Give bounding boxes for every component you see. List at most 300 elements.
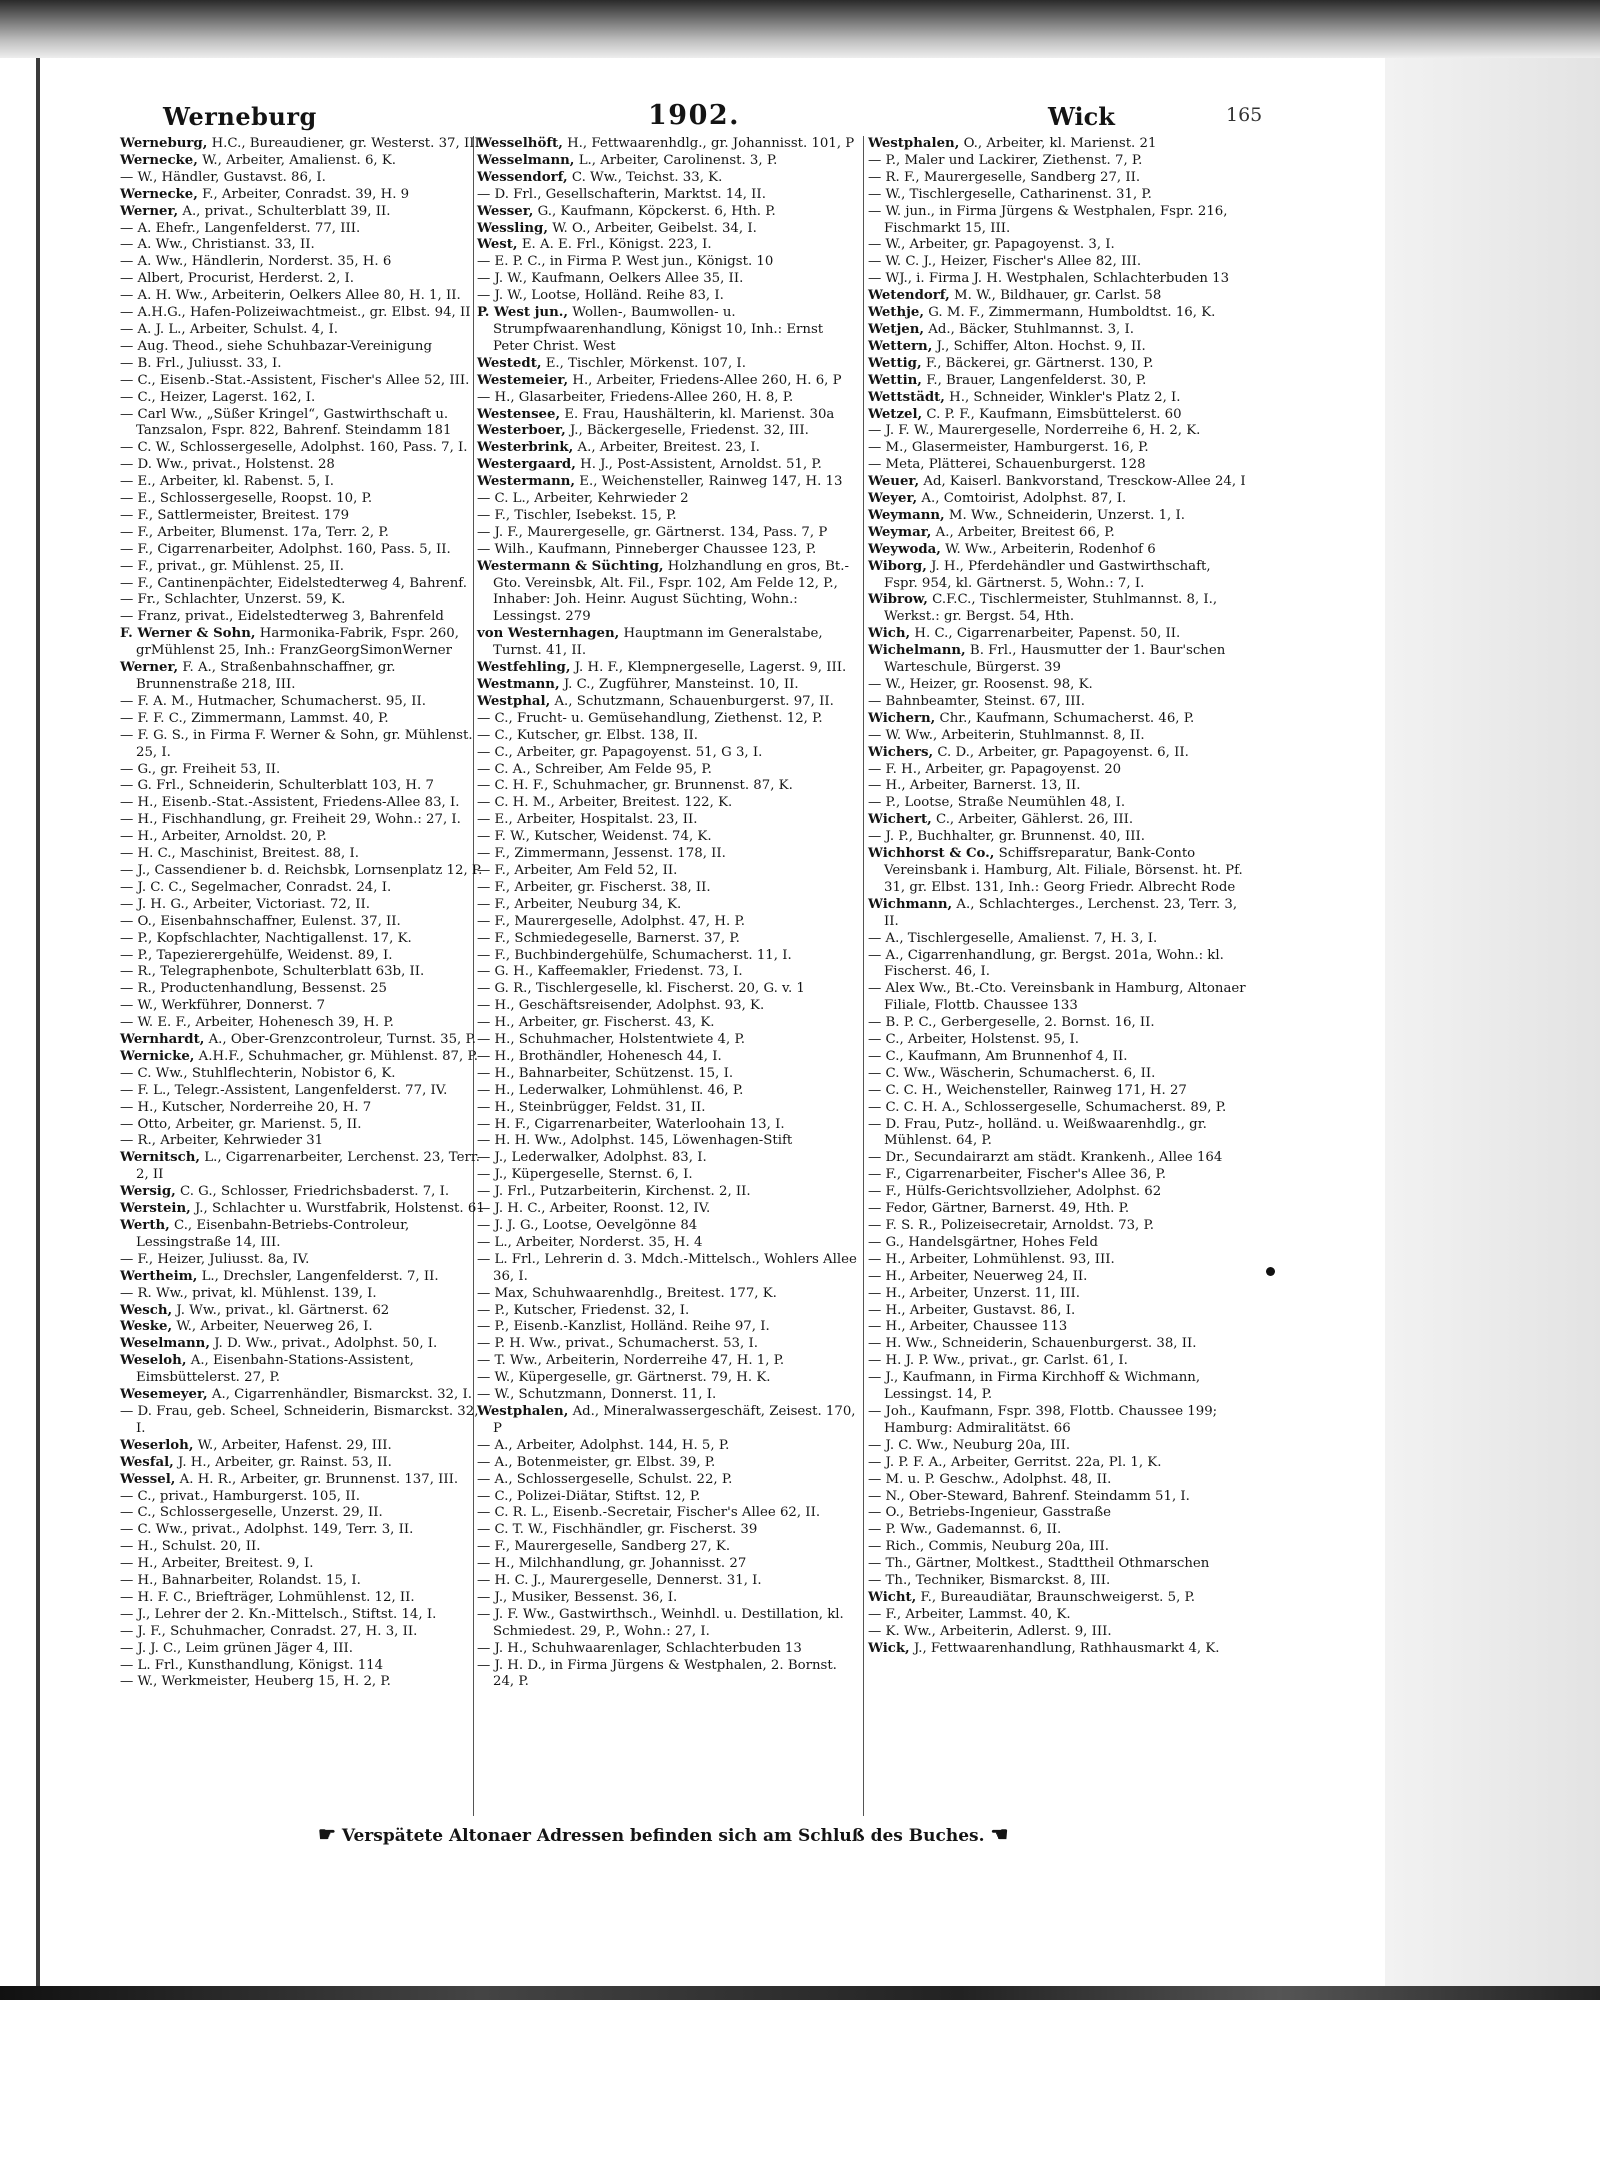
directory-entry [477, 288, 857, 305]
entry-surname: Wicht, [868, 1589, 917, 1605]
directory-entry [120, 136, 490, 153]
entry-details: — H., Arbeiter, Unzerst. 11, III. [868, 1285, 1080, 1301]
directory-entry [477, 1556, 857, 1573]
entry-details: — F., Buchbindergehülfe, Schumacherst. 11, I. [477, 947, 792, 963]
entry-details: — P. H. Ww., privat., Schumacherst. 53, I. [477, 1336, 758, 1352]
entry-details: — A. Ww., Christianst. 33, II. [120, 237, 315, 253]
entry-details: — E., Schlossergeselle, Roopst. 10, P. [120, 491, 373, 507]
entry-details: — H., Bahnarbeiter, Schützenst. 15, I. [477, 1065, 734, 1081]
entry-details: — H., Kutscher, Norderreihe 20, H. 7 [120, 1099, 372, 1115]
directory-entry [120, 1353, 490, 1387]
entry-details: — H. H. Ww., Adolphst. 145, Löwenhagen-Stift [477, 1133, 793, 1149]
directory-entry [868, 407, 1246, 424]
entry-details: F., Bureaudiätar, Braunschweigerst. 5, P. [920, 1589, 1195, 1605]
directory-entry [120, 1049, 490, 1066]
directory-entry [868, 440, 1246, 457]
entry-details: — J. F., Maurergeselle, gr. Gärtnerst. 134, Pass. 7, P [477, 524, 828, 540]
entry-surname: Weuer, [868, 474, 920, 490]
entry-details: — C., Schlossergeselle, Unzerst. 29, II. [120, 1505, 383, 1521]
entry-details: J., Schlachter u. Wurstfabrik, Holstenst. 61 [194, 1201, 485, 1217]
directory-entry [477, 1235, 857, 1252]
entry-details: — F., Heizer, Juliusst. 8a, IV. [120, 1251, 310, 1267]
entry-details: M. W., Bildhauer, gr. Carlst. 58 [954, 288, 1162, 304]
entry-details: A., Cigarrenhändler, Bismarckst. 32, I. [211, 1387, 472, 1403]
entry-details: — P. Ww., Gademannst. 6, II. [868, 1522, 1062, 1538]
directory-entry [477, 170, 857, 187]
entry-details: — J. Frl., Putzarbeiterin, Kirchenst. 2, II. [477, 1184, 751, 1200]
entry-details: — Wilh., Kaufmann, Pinneberger Chaussee 123, P. [477, 541, 817, 557]
entry-surname: Weymann, [868, 507, 945, 523]
entry-details: — C., Eisenb.-Stat.-Assistent, Fischer's Allee 52, III. [120, 372, 470, 388]
entry-details: O., Arbeiter, kl. Marienst. 21 [963, 136, 1157, 151]
directory-entry [868, 1607, 1246, 1624]
directory-entry [477, 559, 857, 627]
directory-entry [120, 660, 490, 694]
directory-entry [120, 440, 490, 457]
entry-details: G., Kaufmann, Köpckerst. 6, Hth. P. [537, 203, 776, 219]
entry-details: — H., Arbeiter, Chaussee 113 [868, 1319, 1068, 1335]
header-first-name: Werneburg [163, 102, 317, 131]
directory-entry [868, 136, 1246, 153]
directory-entry [868, 1522, 1246, 1539]
directory-entry [120, 1556, 490, 1573]
entry-details: W., Arbeiter, Hafenst. 29, III. [197, 1437, 392, 1453]
entry-details: — A., Schlossergeselle, Schulst. 22, P. [477, 1471, 733, 1487]
entry-details: H., Arbeiter, Friedens-Allee 260, H. 6, P [572, 372, 842, 388]
entry-details: — H., Steinbrügger, Feldst. 31, II. [477, 1099, 706, 1115]
entry-details: — F., Cigarrenarbeiter, Fischer's Allee 36, P. [868, 1167, 1167, 1183]
directory-entry [868, 677, 1246, 694]
entry-details: — H., Arbeiter, Arnoldst. 20, P. [120, 829, 327, 845]
directory-entry [120, 1455, 490, 1472]
entry-details: — C., Polizei-Diätar, Stiftst. 12, P. [477, 1488, 701, 1504]
directory-entry [868, 153, 1246, 170]
entry-surname: Wichers, [868, 744, 934, 760]
entry-details: — J., Lederwalker, Adolphst. 83, I. [477, 1150, 707, 1166]
directory-entry [120, 914, 490, 931]
directory-entry [477, 711, 857, 728]
entry-details: A.H.F., Schuhmacher, gr. Mühlenst. 87, P. [198, 1048, 478, 1064]
directory-entry [868, 187, 1246, 204]
entry-details: — P., Kutscher, Friedenst. 32, I. [477, 1302, 690, 1318]
directory-entry [868, 237, 1246, 254]
directory-entry [477, 1573, 857, 1590]
directory-entry [120, 339, 490, 356]
directory-entry [477, 491, 857, 508]
directory-entry [868, 1303, 1246, 1320]
directory-entry [868, 356, 1246, 373]
directory-entry [477, 1522, 857, 1539]
entry-details: — J., Lehrer der 2. Kn.-Mittelsch., Stiftst. 14, I. [120, 1606, 437, 1622]
directory-entry [120, 254, 490, 271]
entry-details: C., Eisenbahn-Betriebs-Controleur, Lessingstraße 14, III. [136, 1218, 410, 1250]
directory-entry [477, 187, 857, 204]
entry-surname: Weserloh, [120, 1437, 194, 1453]
entry-details: — W., Werkführer, Donnerst. 7 [120, 998, 326, 1014]
entry-details: — W. E. F., Arbeiter, Hohenesch 39, H. P. [120, 1015, 394, 1031]
entry-details: C. Ww., Teichst. 33, K. [571, 169, 723, 185]
entry-details: H., Schneider, Winkler's Platz 2, I. [949, 389, 1181, 405]
entry-details: — C. T. W., Fischhändler, gr. Fischerst. 39 [477, 1522, 758, 1538]
directory-entry [868, 1505, 1246, 1522]
pointing-hand-icon: ☚ [990, 1822, 1009, 1846]
directory-entry [120, 592, 490, 609]
entry-surname: F. Werner & Sohn, [120, 626, 256, 642]
directory-entry [477, 153, 857, 170]
entry-surname: Werstein, [120, 1201, 191, 1217]
directory-entry [120, 1387, 490, 1404]
directory-entry [120, 373, 490, 390]
entry-surname: Werth, [120, 1218, 170, 1233]
directory-entry [868, 846, 1246, 897]
entry-details: — P., Maler und Lackirer, Ziethenst. 7, P. [868, 152, 1143, 168]
directory-entry [868, 1150, 1246, 1167]
directory-entry [120, 609, 490, 626]
entry-details: — F. H., Arbeiter, gr. Papagoyenst. 20 [868, 761, 1122, 777]
entry-details: — D. Frau, Putz-, holländ. u. Weißwaarenhdlg., gr. Mühlenst. 64, P. [868, 1116, 1207, 1149]
entry-details: — H. C., Maschinist, Breitest. 88, I. [120, 846, 359, 862]
entry-details: — F. F. C., Zimmermann, Lammst. 40, P. [120, 710, 389, 726]
entry-details: — J. C. Ww., Neuburg 20a, III. [868, 1437, 1071, 1453]
entry-details: H. C., Cigarrenarbeiter, Papenst. 50, II. [914, 626, 1181, 642]
entry-details: Chr., Kaufmann, Schumacherst. 46, P. [939, 710, 1195, 726]
directory-entry [868, 288, 1246, 305]
entry-details: — C., privat., Hamburgerst. 105, II. [120, 1488, 360, 1504]
entry-details: — Albert, Procurist, Herderst. 2, I. [120, 271, 355, 287]
directory-entry [868, 981, 1246, 1015]
entry-details: J. H., Pferdehändler und Gastwirthschaft, Fspr. 954, kl. Gärtnerst. 5, Wohn.: 7, I. [884, 558, 1211, 591]
directory-entry [120, 1252, 490, 1269]
entry-surname: Wessendorf, [477, 169, 568, 185]
entry-details: — H., Glasarbeiter, Friedens-Allee 260, H. 8, P. [477, 389, 794, 405]
directory-entry [868, 626, 1246, 643]
directory-page [118, 100, 1268, 1960]
entry-details: — H. F. C., Briefträger, Lohmühlenst. 12, II. [120, 1589, 415, 1605]
directory-entry [868, 728, 1246, 745]
entry-surname: Westfehling, [477, 660, 571, 676]
directory-entry [868, 1083, 1246, 1100]
directory-entry [120, 1404, 490, 1438]
entry-surname: von Westernhagen, [477, 626, 620, 642]
column-divider [863, 136, 864, 1816]
directory-entry [477, 1133, 857, 1150]
entry-surname: Wernhardt, [120, 1032, 205, 1048]
directory-entry [477, 795, 857, 812]
directory-entry [477, 1184, 857, 1201]
entry-details: C. G., Schlosser, Friedrichsbaderst. 7, I. [180, 1184, 450, 1200]
entry-surname: Westmann, [477, 677, 560, 692]
entry-surname: Westphal, [477, 693, 551, 709]
entry-details: — F., Schmiedegeselle, Barnerst. 37, P. [477, 930, 740, 946]
directory-entry [477, 626, 857, 660]
entry-surname: Westphalen, [477, 1403, 569, 1419]
entry-surname: Westensee, [477, 406, 561, 422]
entry-surname: Weymar, [868, 524, 932, 540]
entry-details: — H., Milchhandlung, gr. Johannisst. 27 [477, 1556, 747, 1572]
entry-surname: Werner, [120, 203, 179, 219]
entry-surname: Wesselmann, [477, 152, 575, 168]
directory-entry [868, 1066, 1246, 1083]
entry-surname: Wesch, [120, 1302, 173, 1318]
directory-entry [120, 1590, 490, 1607]
entry-details: — F., Zimmermann, Jessenst. 178, II. [477, 846, 726, 862]
entry-details: — A.H.G., Hafen-Polizeiwachtmeist., gr. Elbst. 94, II [120, 305, 471, 321]
entry-details: Holzhandlung en gros, Bt.-Gto. Vereinsbk, Alt. Fil., Fspr. 102, Am Felde 12, P., Inhaber: Joh. Heinr. August Süchting, Wohn.: Lessingst. 279 [493, 558, 849, 625]
entry-details: — F. S. R., Polizeisecretair, Arnoldst. 73, P. [868, 1218, 1154, 1233]
entry-details: J. C., Zugführer, Mansteinst. 10, II. [563, 677, 799, 692]
directory-entry [868, 525, 1246, 542]
directory-entry [868, 795, 1246, 812]
entry-details: — J. J. G., Lootse, Oevelgönne 84 [477, 1218, 698, 1233]
entry-details: — H. Ww., Schneiderin, Schauenburgerst. 38, II. [868, 1336, 1197, 1352]
entry-details: — Bahnbeamter, Steinst. 67, III. [868, 693, 1085, 709]
entry-surname: Weseloh, [120, 1353, 187, 1369]
entry-details: — WJ., i. Firma J. H. Westphalen, Schlachterbuden 13 [868, 271, 1230, 287]
entry-details: — Meta, Plätterei, Schauenburgerst. 128 [868, 457, 1146, 473]
directory-entry [477, 1083, 857, 1100]
directory-entry [477, 1590, 857, 1607]
entry-details: — N., Ober-Steward, Bahrenf. Steindamm 51, I. [868, 1488, 1190, 1504]
entry-details: — L., Arbeiter, Norderst. 35, H. 4 [477, 1234, 703, 1250]
directory-entry [868, 508, 1246, 525]
directory-entry [120, 795, 490, 812]
entry-details: G. M. F., Zimmermann, Humboldtst. 16, K. [928, 305, 1216, 321]
entry-surname: Wetendorf, [868, 288, 950, 304]
entry-surname: Westergaard, [477, 457, 576, 473]
entry-surname: Wettig, [868, 355, 922, 371]
directory-entry [120, 863, 490, 880]
entry-details: — Fr., Schlachter, Unzerst. 59, K. [120, 592, 346, 608]
entry-details: — E., Arbeiter, Hospitalst. 23, II. [477, 812, 698, 828]
entry-details: — H., Schulst. 20, II. [120, 1539, 261, 1555]
directory-entry [477, 1252, 857, 1286]
entry-details: — C. C. H. A., Schlossergeselle, Schumacherst. 89, P. [868, 1099, 1227, 1115]
directory-entry [477, 1303, 857, 1320]
directory-entry [120, 846, 490, 863]
entry-details: — M., Glasermeister, Hamburgerst. 16, P. [868, 440, 1149, 456]
directory-entry [868, 1184, 1246, 1201]
entry-details: — Otto, Arbeiter, gr. Marienst. 5, II. [120, 1116, 362, 1132]
directory-entry [477, 1117, 857, 1134]
entry-details: C. P. F., Kaufmann, Eimsbüttelerst. 60 [926, 406, 1182, 422]
directory-entry [120, 1438, 490, 1455]
directory-entry [120, 1319, 490, 1336]
entry-details: Ad., Mineralwassergeschäft, Zeisest. 170, P [493, 1403, 856, 1436]
entry-details: — C. H. F., Schuhmacher, gr. Brunnenst. 87, K. [477, 778, 793, 794]
directory-entry [477, 271, 857, 288]
directory-entry [477, 237, 857, 254]
directory-entry [868, 762, 1246, 779]
directory-entry [477, 542, 857, 559]
entry-details: — F., Arbeiter, Lammst. 40, K. [868, 1606, 1071, 1622]
directory-entry [477, 1438, 857, 1455]
scan-left-edge [36, 58, 40, 1998]
directory-entry [120, 694, 490, 711]
entry-details: W. O., Arbeiter, Geibelst. 34, I. [552, 220, 757, 236]
entry-details: — W., Arbeiter, gr. Papagoyenst. 3, I. [868, 237, 1115, 253]
directory-entry [120, 1269, 490, 1286]
entry-details: — R., Telegraphenbote, Schulterblatt 63b, II. [120, 964, 425, 980]
entry-surname: Werner, [120, 660, 179, 676]
directory-entry [120, 1218, 490, 1252]
directory-entry [120, 1658, 490, 1675]
entry-details: — H. F., Cigarrenarbeiter, Waterloohain 13, I. [477, 1116, 785, 1132]
directory-entry [120, 491, 490, 508]
directory-entry [477, 1505, 857, 1522]
entry-details: — H., Geschäftsreisender, Adolphst. 93, K. [477, 998, 765, 1014]
directory-entry [120, 964, 490, 981]
entry-surname: Wesser, [477, 203, 534, 219]
entry-surname: Wichern, [868, 710, 936, 726]
directory-entry [120, 1573, 490, 1590]
directory-entry [477, 508, 857, 525]
entry-details: — J. P. F. A., Arbeiter, Gerritst. 22a, Pl. 1, K. [868, 1454, 1162, 1470]
entry-details: — A. Ehefr., Langenfelderst. 77, III. [120, 220, 361, 236]
entry-details: — H., Fischhandlung, gr. Freiheit 29, Wohn.: 27, I. [120, 812, 461, 828]
directory-entry [120, 1100, 490, 1117]
directory-entry [120, 778, 490, 795]
directory-entry [477, 136, 857, 153]
directory-entry [868, 305, 1246, 322]
entry-details: E. A. E. Frl., Königst. 223, I. [521, 237, 712, 253]
entry-details: A., Arbeiter, Breitest. 23, I. [577, 440, 760, 456]
entry-details: L., Drechsler, Langenfelderst. 7, II. [201, 1268, 439, 1284]
directory-entry [868, 1201, 1246, 1218]
entry-details: — B. P. C., Gerbergeselle, 2. Bornst. 16, II. [868, 1015, 1155, 1031]
entry-details: J. H., Arbeiter, gr. Rainst. 53, II. [178, 1454, 392, 1470]
directory-entry [868, 1032, 1246, 1049]
entry-details: — F., Sattlermeister, Breitest. 179 [120, 507, 350, 523]
entry-details: — A. Ww., Händlerin, Norderst. 35, H. 6 [120, 254, 392, 270]
directory-entry [868, 931, 1246, 948]
directory-entry [477, 660, 857, 677]
entry-details: Ad, Kaiserl. Bankvorstand, Tresckow-Allee 24, I [923, 474, 1246, 490]
header-year: 1902. [648, 100, 741, 131]
entry-surname: Wichhorst & Co., [868, 846, 995, 862]
entry-surname: Westermann & Süchting, [477, 558, 664, 574]
directory-entry [868, 1472, 1246, 1489]
entry-details: — H., Arbeiter, gr. Fischerst. 43, K. [477, 1015, 715, 1031]
directory-entry [477, 1066, 857, 1083]
entry-details: J., Fettwaarenhandlung, Rathhausmarkt 4, K. [913, 1640, 1220, 1656]
directory-entry [868, 1015, 1246, 1032]
entry-surname: Wetzel, [868, 406, 923, 422]
entry-surname: Wersig, [120, 1184, 176, 1200]
directory-entry [868, 491, 1246, 508]
entry-details: — P., Eisenb.-Kanzlist, Holländ. Reihe 97, I. [477, 1319, 770, 1335]
directory-entry [120, 153, 490, 170]
directory-entry [868, 322, 1246, 339]
entry-details: — L. Frl., Lehrerin d. 3. Mdch.-Mittelsch., Wohlers Allee 36, I. [477, 1251, 857, 1284]
entry-details: M. Ww., Schneiderin, Unzerst. 1, I. [948, 507, 1185, 523]
entry-details: — C. H. M., Arbeiter, Breitest. 122, K. [477, 795, 733, 811]
entry-surname: Westerbrink, [477, 440, 574, 456]
directory-entry [477, 694, 857, 711]
entry-details: — M. u. P. Geschw., Adolphst. 48, II. [868, 1471, 1112, 1487]
entry-details: — Alex Ww., Bt.-Cto. Vereinsbank in Hamburg, Altonaer Filiale, Flottb. Chaussee 133 [868, 981, 1246, 1014]
entry-details: — W. Ww., Arbeiterin, Stuhlmannst. 8, II. [868, 727, 1145, 743]
scan-top-edge [0, 0, 1600, 58]
directory-entry [868, 1438, 1246, 1455]
entry-details: — K. Ww., Arbeiterin, Adlerst. 9, III. [868, 1623, 1112, 1639]
entry-details: — C., Heizer, Lagerst. 162, I. [120, 389, 316, 405]
entry-details: — J., Kaufmann, in Firma Kirchhoff & Wichmann, Lessingst. 14, P. [868, 1370, 1201, 1403]
entry-details: — F. W., Kutscher, Weidenst. 74, K. [477, 829, 712, 845]
directory-entry [120, 998, 490, 1015]
entry-details: F., Bäckerei, gr. Gärtnerst. 130, P. [925, 355, 1154, 371]
entry-details: — A., Arbeiter, Adolphst. 144, H. 5, P. [477, 1437, 730, 1453]
directory-entry [120, 1607, 490, 1624]
entry-details: — A. H. Ww., Arbeiterin, Oelkers Allee 80, H. 1, II. [120, 288, 461, 304]
entry-details: E. Frau, Haushälterin, kl. Marienst. 30a [564, 406, 835, 422]
entry-surname: Wethje, [868, 305, 925, 321]
entry-details: — F., Cigarrenarbeiter, Adolphst. 160, Pass. 5, II. [120, 541, 451, 557]
entry-details: — J., Küpergeselle, Sternst. 6, I. [477, 1167, 693, 1183]
entry-details: F. A., Straßenbahnschaffner, gr. Brunnenstraße 218, III. [136, 660, 396, 692]
directory-entry [477, 1167, 857, 1184]
directory-entry [868, 1624, 1246, 1641]
directory-entry [120, 525, 490, 542]
directory-entry [477, 677, 857, 694]
directory-entry [868, 1336, 1246, 1353]
entry-details: — F., Hülfs-Gerichtsvollzieher, Adolphst. 62 [868, 1184, 1162, 1200]
directory-entry [120, 542, 490, 559]
entry-details: J., Bäckergeselle, Friedenst. 32, III. [569, 423, 809, 439]
directory-entry [868, 812, 1246, 829]
directory-entry [120, 728, 490, 762]
entry-details: — O., Betriebs-Ingenieur, Gasstraße [868, 1505, 1111, 1521]
directory-entry [477, 356, 857, 373]
directory-entry [868, 1286, 1246, 1303]
entry-details: — Franz, privat., Eidelstedterweg 3, Bahrenfeld [120, 609, 444, 625]
entry-details: — H., Arbeiter, Gustavst. 86, I. [868, 1302, 1076, 1318]
entry-details: Schiffsreparatur, Bank-Conto Vereinsbank i. Hamburg, Alt. Filiale, Börsenst. ht. Pf. 31, gr. Elbst. 131, Inh.: Georg Friedr. Albrecht Rode [884, 846, 1243, 895]
directory-entry [120, 1539, 490, 1556]
directory-entry [477, 778, 857, 795]
entry-details: — Rich., Commis, Neuburg 20a, III. [868, 1539, 1109, 1555]
entry-details: — G. Frl., Schneiderin, Schulterblatt 103, H. 7 [120, 778, 434, 794]
entry-surname: Wiborg, [868, 558, 927, 574]
directory-entry [868, 1269, 1246, 1286]
directory-entry [868, 474, 1246, 491]
directory-entry [868, 1573, 1246, 1590]
directory-entry [120, 897, 490, 914]
directory-entry [868, 897, 1246, 931]
directory-entry [868, 1370, 1246, 1404]
directory-entry [477, 254, 857, 271]
entry-details: — H., Arbeiter, Lohmühlenst. 93, III. [868, 1251, 1115, 1267]
entry-details: H.C., Bureaudiener, gr. Westerst. 37, III. [211, 136, 484, 151]
entry-details: — B. Frl., Juliusst. 33, I. [120, 355, 282, 371]
directory-entry [477, 1387, 857, 1404]
entry-details: — W., Werkmeister, Heuberg 15, H. 2, P. [120, 1674, 391, 1690]
entry-details: — Joh., Kaufmann, Fspr. 398, Flottb. Chaussee 199; Hamburg: Admiralitätst. 66 [868, 1403, 1218, 1436]
directory-entry [477, 846, 857, 863]
entry-details: — C., Arbeiter, gr. Papagoyenst. 51, G 3, I. [477, 744, 763, 760]
directory-entry [120, 221, 490, 238]
entry-details: — C. Ww., privat., Adolphst. 149, Terr. 3, II. [120, 1522, 414, 1538]
entry-surname: Wernecke, [120, 186, 198, 202]
entry-surname: Wichert, [868, 812, 932, 828]
directory-entry [120, 237, 490, 254]
directory-entry [868, 1252, 1246, 1269]
directory-entry [120, 204, 490, 221]
entry-surname: Wichmann, [868, 896, 953, 912]
entry-details: — R., Arbeiter, Kehrwieder 31 [120, 1133, 324, 1149]
entry-details: — Th., Gärtner, Moltkest., Stadttheil Othmarschen [868, 1556, 1210, 1572]
directory-entry [120, 1015, 490, 1032]
entry-details: H., Fettwaarenhdlg., gr. Johannisst. 101, P [567, 136, 855, 151]
